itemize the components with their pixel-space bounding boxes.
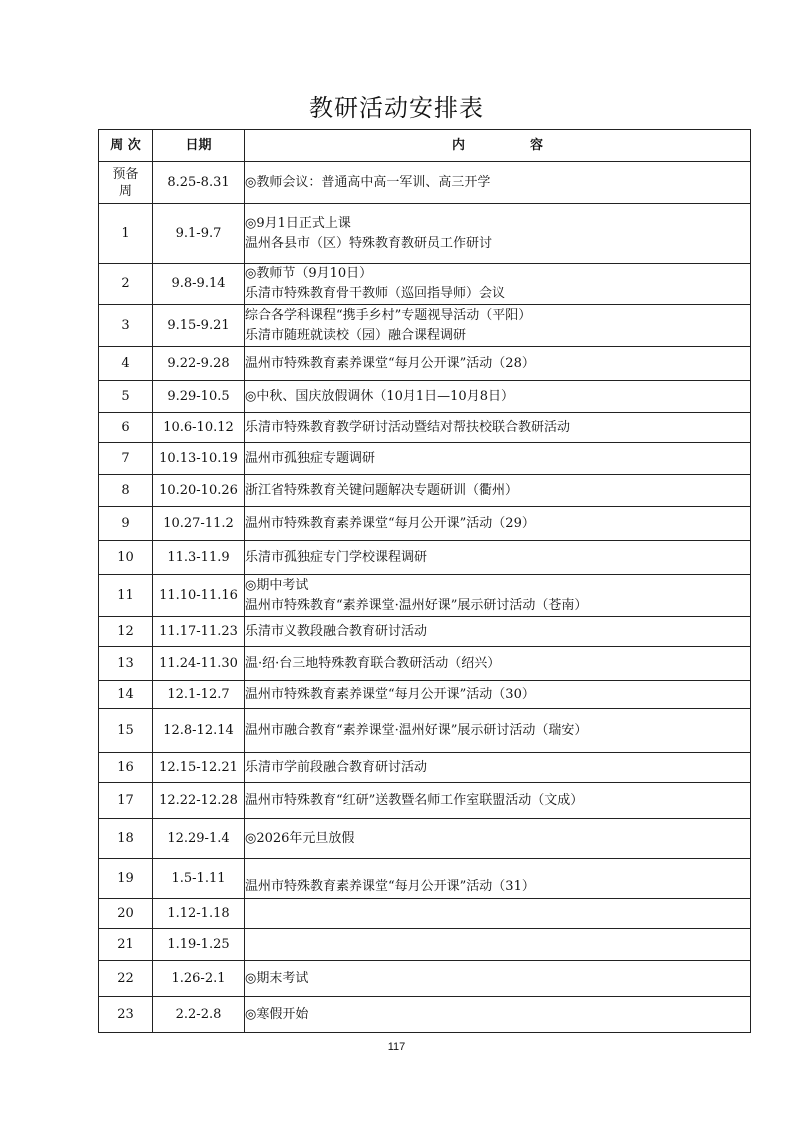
table-row <box>99 961 751 997</box>
date-cell: 1.26-2.1 <box>153 961 245 997</box>
content-line: 温州市孤独症专题调研 <box>245 450 376 466</box>
date-cell: 12.1-12.7 <box>153 681 245 709</box>
content-line: ◎2026年元旦放假 <box>245 830 355 846</box>
content-line: 乐清市学前段融合教育研讨活动 <box>245 759 428 775</box>
header-date: 日期 <box>153 130 245 162</box>
week-cell: 18 <box>99 819 153 859</box>
content-cell <box>245 647 751 681</box>
content-line: ◎教师节（9月10日） <box>245 266 373 281</box>
week-cell: 8 <box>99 475 153 507</box>
table-row <box>99 347 751 381</box>
date-cell: 1.5-1.11 <box>153 859 245 899</box>
content-line: 乐清市特殊教育教学研讨活动暨结对帮扶校联合教研活动 <box>245 419 571 435</box>
table-body <box>99 162 751 1033</box>
content-line: ◎寒假开始 <box>245 1006 309 1022</box>
date-cell: 12.22-12.28 <box>153 783 245 819</box>
table-row <box>99 541 751 575</box>
week-cell: 4 <box>99 347 153 381</box>
table-row <box>99 305 751 347</box>
table-row <box>99 413 751 443</box>
table-row <box>99 162 751 204</box>
content-line: 温州市特殊教育素养课堂“每月公开课”活动（29） <box>245 515 535 531</box>
content-line: 乐清市随班就读校（园）融合课程调研 <box>245 327 467 343</box>
date-cell: 12.8-12.14 <box>153 709 245 753</box>
table-row <box>99 575 751 617</box>
page-title: 教研活动安排表 <box>309 94 484 122</box>
content-line: 温州市特殊教育“素养课堂·温州好课”展示研讨活动（苍南） <box>245 597 588 613</box>
content-cell <box>245 899 751 929</box>
table-row <box>99 507 751 541</box>
content-cell <box>245 305 751 347</box>
page-number: 117 <box>387 1041 406 1053</box>
week-cell: 9 <box>99 507 153 541</box>
table-row <box>99 929 751 961</box>
content-line: 温州市特殊教育素养课堂“每月公开课”活动（28） <box>245 355 535 371</box>
week-cell: 11 <box>99 575 153 617</box>
table-header-row <box>99 130 751 162</box>
content-line: 温州市融合教育“素养课堂·温州好课”展示研讨活动（瑞安） <box>245 722 588 738</box>
date-cell: 9.29-10.5 <box>153 381 245 413</box>
date-cell: 9.15-9.21 <box>153 305 245 347</box>
week-cell: 6 <box>99 413 153 443</box>
week-cell: 19 <box>99 859 153 899</box>
schedule-table <box>98 129 751 1033</box>
week-cell: 3 <box>99 305 153 347</box>
table-row <box>99 753 751 783</box>
table-row <box>99 899 751 929</box>
week-cell: 12 <box>99 617 153 647</box>
content-cell <box>245 819 751 859</box>
week-cell: 10 <box>99 541 153 575</box>
content-line: 乐清市特殊教育骨干教师（巡回指导师）会议 <box>245 286 506 301</box>
week-cell: 13 <box>99 647 153 681</box>
week-cell: 20 <box>99 899 153 929</box>
date-cell: 11.10-11.16 <box>153 575 245 617</box>
table-row <box>99 617 751 647</box>
week-cell: 1 <box>99 204 153 264</box>
content-line: 温州市特殊教育“红研”送教暨名师工作室联盟活动（文成） <box>245 792 584 808</box>
content-line: 温州各县市（区）特殊教育教研员工作研讨 <box>245 235 493 251</box>
table-row <box>99 647 751 681</box>
content-cell <box>245 709 751 753</box>
content-cell <box>245 997 751 1033</box>
week-cell: 21 <box>99 929 153 961</box>
date-cell: 9.8-9.14 <box>153 264 245 305</box>
content-cell <box>245 961 751 997</box>
week-cell: 17 <box>99 783 153 819</box>
table-row <box>99 997 751 1033</box>
content-line: ◎教师会议：普通高中高一军训、高三开学 <box>245 174 491 190</box>
date-cell: 10.6-10.12 <box>153 413 245 443</box>
content-line: ◎9月1日正式上课 <box>245 215 351 231</box>
table-row <box>99 381 751 413</box>
date-cell: 9.22-9.28 <box>153 347 245 381</box>
table-row <box>99 819 751 859</box>
week-cell: 16 <box>99 753 153 783</box>
week-cell: 14 <box>99 681 153 709</box>
date-cell: 2.2-2.8 <box>153 997 245 1033</box>
content-cell <box>245 507 751 541</box>
content-cell <box>245 681 751 709</box>
week-cell: 2 <box>99 264 153 305</box>
content-cell <box>245 475 751 507</box>
date-cell: 8.25-8.31 <box>153 162 245 204</box>
content-line: 浙江省特殊教育关键问题解决专题研训（衢州） <box>245 482 519 498</box>
content-line: 乐清市孤独症专门学校课程调研 <box>245 549 428 565</box>
date-cell: 11.24-11.30 <box>153 647 245 681</box>
content-cell <box>245 162 751 204</box>
content-cell <box>245 859 751 899</box>
date-cell: 12.29-1.4 <box>153 819 245 859</box>
date-cell: 1.12-1.18 <box>153 899 245 929</box>
content-line: 温·绍·台三地特殊教育联合教研活动（绍兴） <box>245 655 501 671</box>
table-row <box>99 681 751 709</box>
date-cell: 1.19-1.25 <box>153 929 245 961</box>
date-cell: 12.15-12.21 <box>153 753 245 783</box>
date-cell: 10.27-11.2 <box>153 507 245 541</box>
table-row <box>99 475 751 507</box>
content-line: ◎期末考试 <box>245 970 309 986</box>
content-cell <box>245 204 751 264</box>
date-cell: 11.17-11.23 <box>153 617 245 647</box>
content-line: 综合各学科课程“携手乡村”专题视导活动（平阳） <box>245 307 532 323</box>
date-cell: 10.20-10.26 <box>153 475 245 507</box>
content-line: ◎期中考试 <box>245 577 309 593</box>
week-cell: 5 <box>99 381 153 413</box>
content-line: ◎中秋、国庆放假调休（10月1日—10月8日） <box>245 388 514 404</box>
content-cell <box>245 443 751 475</box>
week-cell: 7 <box>99 443 153 475</box>
content-cell <box>245 413 751 443</box>
table-row <box>99 443 751 475</box>
content-line: 乐清市义教段融合教育研讨活动 <box>245 623 428 639</box>
content-cell <box>245 381 751 413</box>
date-cell: 9.1-9.7 <box>153 204 245 264</box>
date-cell: 10.13-10.19 <box>153 443 245 475</box>
content-cell <box>245 929 751 961</box>
header-week: 周 次 <box>99 130 153 162</box>
week-cell: 22 <box>99 961 153 997</box>
week-cell: 23 <box>99 997 153 1033</box>
week-cell: 预备周 <box>99 162 153 204</box>
week-cell: 15 <box>99 709 153 753</box>
content-cell <box>245 347 751 381</box>
table-row <box>99 709 751 753</box>
content-cell <box>245 541 751 575</box>
table-row <box>99 264 751 305</box>
content-cell <box>245 753 751 783</box>
table-row <box>99 204 751 264</box>
table-row <box>99 859 751 899</box>
content-cell <box>245 617 751 647</box>
content-cell <box>245 575 751 617</box>
date-cell: 11.3-11.9 <box>153 541 245 575</box>
table-row <box>99 783 751 819</box>
content-line: 温州市特殊教育素养课堂“每月公开课”活动（30） <box>245 686 535 702</box>
content-line: 温州市特殊教育素养课堂“每月公开课”活动（31） <box>245 879 535 894</box>
content-cell <box>245 264 751 305</box>
content-cell <box>245 783 751 819</box>
header-content: 内 容 <box>245 130 751 162</box>
